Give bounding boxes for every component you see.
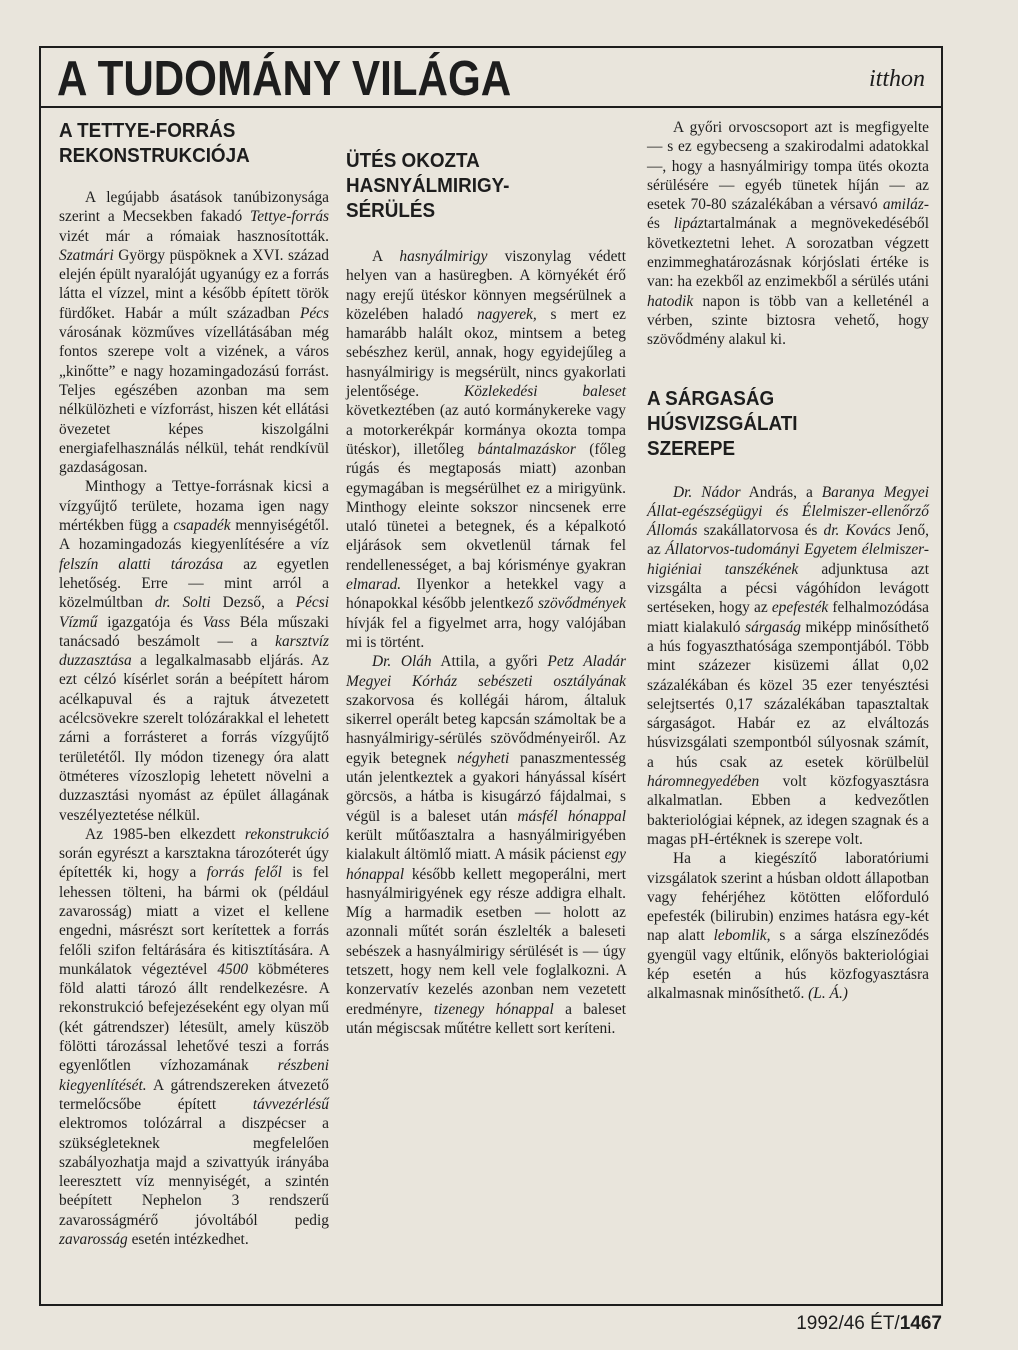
article-2-title: ÜTÉS OKOZTA HASNYÁLMIRIGY-SÉRÜLÉS (346, 149, 510, 222)
column-1 (59, 118, 329, 1296)
issue-label: 1992/46 ÉT/ (796, 1313, 900, 1334)
article-1-title: A TETTYE-FORRÁS REKONSTRUKCIÓJA (59, 119, 250, 167)
column-3 (647, 118, 929, 1296)
page-frame (39, 46, 943, 1306)
page-number: 1467 (899, 1313, 942, 1334)
article-3-title: A SÁRGASÁG HÚSVIZSGÁLATI SZEREPE (647, 386, 798, 460)
article-1-paragraph-3: Az 1985-ben elkezdett rekonstrukció során egyrészt a karsztakna tározóterét úgy építették ki, hogy a forrás felől is fel lehessen tölteni, ha bármi ok (például zavarosság) miatt a vizet el kellene engedni, másrészt sort kerítettek a forrás felőli szifon feltárására és kitisztítására. A munkálatok végeztével 4500 köbméteres föld alatti tározó állt rendelkezésre. A rekonstrukció befejezéseként egy olyan mű (két gátrendszer) létesült, amely küszöb fölötti tározással lehetővé teszi a forrás egyenlőtlen vízhozamának részbeni kiegyenlítését. A gátrendszereken átvezető termelőcsőbe épített távvezérlésű elektromos tolózárral a diszpécser a szükségleteknek megfelelően szabályozhatja majd a szivattyúk irányába leeresztett víz mennyiségét, a szintén beépített Nephelon 3 rendszerű zavarosságmérő jóvoltából pedig zavarosság esetén intézkedhet. (59, 825, 330, 1249)
masthead (41, 48, 941, 108)
magazine-section-title: A TUDOMÁNY VILÁGA (57, 52, 512, 106)
column-2 (346, 118, 626, 1296)
article-2-paragraph-3: A győri orvoscsoport azt is megfigyelte — s ez egybecseng a szakirodalmi adatokkal —, hogy a hasnyálmirigy tompa ütés okozta sérülésére — egyéb tünetek híján — az esetek 70-80 százalékában a vérsavó amiláz- és lipáztartalmának a megnövekedéséből következtetni lehet. A sorozatban végzett enzimmeghatározásnak kórjóslati értéke is van: ha ezekből az enzimekből a sérülés utáni hatodik napon is több van a kelleténél a vérben, szinte biztosra vehető, hogy szövődmény alakul ki. (647, 119, 930, 349)
page-footer (796, 1313, 942, 1335)
article-1-paragraph-2: Minthogy a Tettye-forrásnak kicsi a vízgyűjtő területe, hozama igen nagy mértékben függ a csapadék mennyiségétől. A hozamingadozás kiegyenlítésére a víz felszín alatti tározása az egyetlen lehetőség. Erre — mint arról a közelmúltban dr. Solti Dezső, a Pécsi Vízmű igazgatója és Vass Béla műszaki tanácsadó beszámolt — a karsztvíz duzzasztása a legalkalmasabb eljárás. Az ezt célzó kísérlet során a beépített három acélkapuval és a rajtuk átvezetett acélcsövekre szerelt tolózárakkal el lehetett zárni a forrásteret a forrás vízgyűjtő területétől. Ily módon tizenegy óra alatt ötméteres vízoszlopig lehetett növelni a duzzasztási nyomást az épület állagának veszélyeztetése nélkül. (59, 478, 329, 824)
article-3-paragraph-2: Ha a kiegészítő laboratóriumi vizsgálatok szerint a húsban oldott állapotban vagy fehérjéhez kötötten előforduló epefesték (bilirubin) enzimes hatásra egy-két nap alatt lebomlik, s a sárga elszíneződés gyengül vagy eltűnik, előnyös bakteriológiai kép esetén a hús közfogyasztásra alkalmasnak minősíthető. (L. Á.) (647, 850, 929, 1003)
article-2-paragraph-1: A hasnyálmirigy viszonylag védett helyen van a hasüregben. A környékét érő nagy erejű ütéskor könnyen megsérülnek a közelében haladó nagyerek, s mert ez hamarább halált okoz, mintsem a beteg sebészhez kerül, annak, hogy egyidejűleg a hasnyálmirigy is megsérült, nincs gyakorlati jelentősége. Közlekedési baleset következtében (az autó kormánykereke vagy a motorkerékpár kormánya okozta tompa ütéskor), illetőleg bántalmazáskor (főleg rúgás és megtaposás miatt) azonban egymagában is megsérülhet ez a mirigyünk. Minthogy eleinte sokszor nincsenek erre utaló tünetei a betegnek, és a képalkotó eljárások sem okvetlenül tárnak fel rendellenességet, a baj kórisménye gyakran elmarad. Ilyenkor a hetekkel vagy a hónapokkal később jelentkező szövődmények hívják fel a figyelmet arra, hogy valójában mi is történt. (346, 248, 626, 651)
article-1-paragraph-1: A legújabb ásatások tanúbizonysága szerint a Mecsekben fakadó Tettye-forrás vizét már a rómaiak hasznosították. Szatmári György püspöknek a XVI. század elején épült nyaralóját ugyanúgy ez a forrás látta el vízzel, mint a később épített török fürdőket. Habár a múlt században Pécs városának közműves vízellátásában még fontos szerepe volt a vizének, a város „kinőtte” e nagy hozamingadozású forrást. Teljes egészében azonban ma sem nélkülözheti e vízforrást, hiszen két ellátási övezetet képes kiszolgálni energiafelhasználás nélkül, tehát rendkívül gazdaságosan. (59, 189, 329, 477)
article-3-paragraph-1: Dr. Nádor András, a Baranya Megyei Állat-egészségügyi és Élelmiszer-ellenőrző Állomás szakállatorvosa és dr. Kovács Jenő, az Állatorvos-tudományi Egyetem élelmiszer-higiéniai tanszékének adjunktusa azt vizsgálta a pécsi vágóhídon levágott sertéseken, hogy az epefesték felhalmozódása miatt kialakuló sárgaság miképp minősíthető a hús fogyaszthatósága szempontjából. Több mint százezer kisüzemi állat 0,02 százalékában és közel 35 ezer tenyésztési selejtsertés 0,17 százalékában tapasztaltak sárgaságot. Habár ez az elváltozás húsvizsgálati szempontból súlyosnak számít, a hús csak az esetek körülbelül háromnegyedében volt közfogyasztásra alkalmatlan. Ebben a kedvezőtlen bakteriológiai képnek, az idegen szagnak és a magas pH-értéknek is szerepe volt. (647, 483, 930, 848)
article-2-paragraph-2: Dr. Oláh Attila, a győri Petz Aladár Megyei Kórház sebészeti osztályának szakorvosa és kollégái három, általuk sikerrel operált beteg kapcsán számoltak be a hasnyálmirigy-sérülés szövődményeiről. Az egyik betegnek négyheti panaszmentesség után jelentkeztek a gyakori hányással kísért görcsös, a hátba is kisugárzó fájdalmai, s végül is a baleset után másfél hónappal került műtőasztalra a hasnyálmirigyében kialakult áltömlő miatt. A másik pácienst egy hónappal később kellett megoperálni, mert hasnyálmirigyének egy része addigra elhalt. Míg a harmadik esetben — holott az azonnali műtét során észlelték a baleseti sebészek a hasnyálmirigy sérülését is — úgy tetszett, hogy nem kell vele foglalkozni. A konzervatív kezelés azonban nem vezetett eredményre, tizenegy hónappal a baleset után mégiscsak műtétre kellett sort keríteni. (346, 653, 627, 1037)
section-label: itthon (868, 66, 925, 92)
